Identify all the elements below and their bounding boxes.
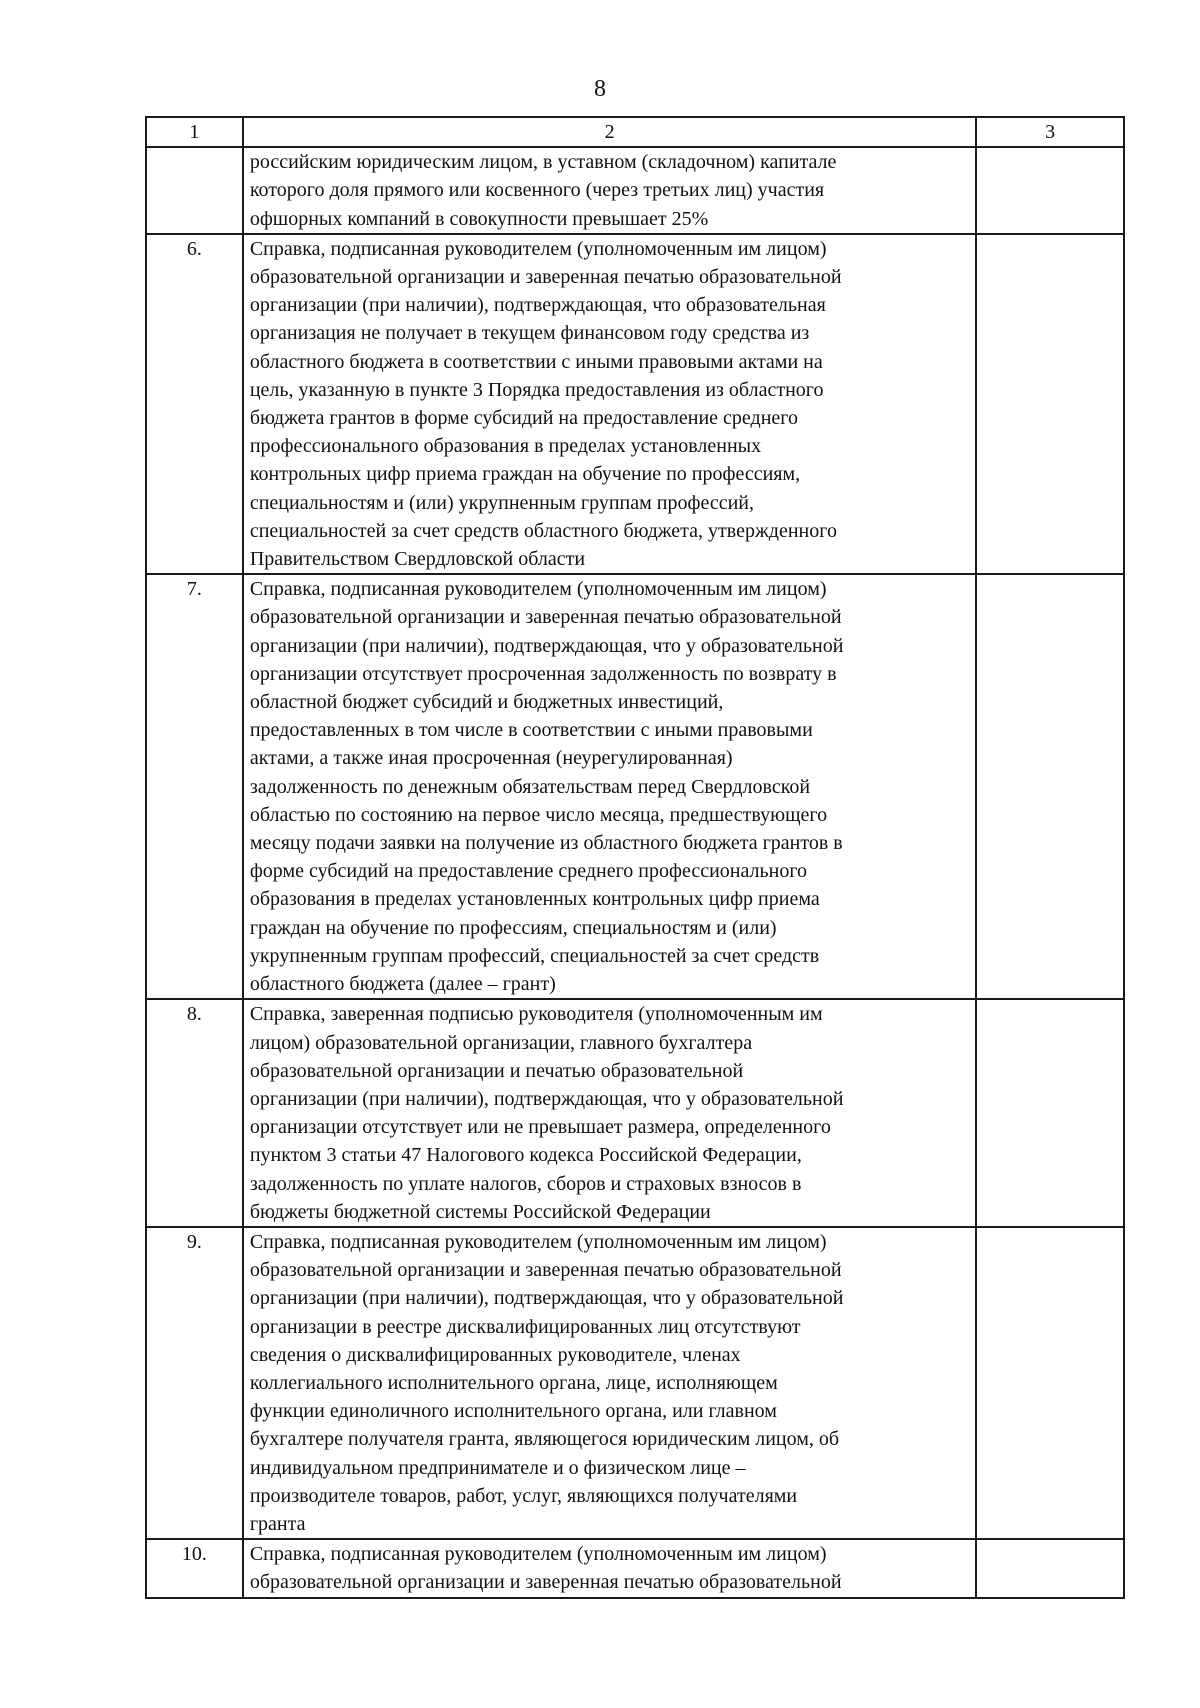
table-header-row: [146, 117, 1124, 147]
row-text: Справка, подписанная руководителем (уполномоченным им лицом) образовательной организации и заверенная печатью образовательной организации (при наличии), подтверждающая, что у образовательной организации отсутствует просроченная задолженность по возврату в областной бюджет субсидий и бюджетных инвестиций, предоставленных в том числе в соответствии с иными правовыми актами, а также иная просроченная (неурегулированная) задолженность по денежным обязательствам перед Свердловской областью по состоянию на первое число месяца, предшествующего месяцу подачи заявки на получение из областного бюджета грантов в форме субсидий на предоставление среднего профессионального образования в пределах установленных контрольных цифр приема граждан на обучение по профессиям, специальностям и (или) укрупненным группам профессий, специальностей за счет средств областного бюджета (далее – грант): [243, 574, 977, 999]
page-number: 8: [594, 76, 606, 102]
documents-table: [145, 116, 1125, 1599]
row-number: 10.: [146, 1539, 243, 1597]
row-note: [976, 574, 1124, 999]
row-number: [146, 147, 243, 234]
row-note: [976, 1539, 1124, 1597]
row-text: Справка, подписанная руководителем (уполномоченным им лицом) образовательной организации и заверенная печатью образовательной: [243, 1539, 977, 1597]
row-text: Справка, подписанная руководителем (уполномоченным им лицом) образовательной организации и заверенная печатью образовательной организации (при наличии), подтверждающая, что образовательная организация не получает в текущем финансовом году средства из областного бюджета в соответствии с иными правовыми актами на цель, указанную в пункте 3 Порядка предоставления из областного бюджета грантов в форме субсидий на предоставление среднего профессионального образования в пределах установленных контрольных цифр приема граждан на обучение по профессиям, специальностям и (или) укрупненным группам профессий, специальностей за счет средств областного бюджета, утвержденного Правительством Свердловской области: [243, 234, 977, 574]
table-row: [146, 574, 1124, 999]
row-text: российским юридическим лицом, в уставном (складочном) капитале которого доля прямого или косвенного (через третьих лиц) участия офшорных компаний в совокупности превышает 25%: [243, 147, 977, 234]
row-number: 8.: [146, 999, 243, 1227]
row-text: Справка, подписанная руководителем (уполномоченным им лицом) образовательной организации и заверенная печатью образовательной организации (при наличии), подтверждающая, что у образовательной организации в реестре дисквалифицированных лиц отсутствуют сведения о дисквалифицированных руководителе, членах коллегиального исполнительного органа, лице, исполняющем функции единоличного исполнительного органа, или главном бухгалтере получателя гранта, являющегося юридическим лицом, об индивидуальном предпринимателе и о физическом лице – производителе товаров, работ, услуг, являющихся получателями гранта: [243, 1227, 977, 1539]
column-header-1: 1: [146, 117, 243, 147]
column-header-3: 3: [976, 117, 1124, 147]
row-note: [976, 1227, 1124, 1539]
row-note: [976, 234, 1124, 574]
row-note: [976, 999, 1124, 1227]
table-row: [146, 234, 1124, 574]
row-text: Справка, заверенная подписью руководителя (уполномоченным им лицом) образовательной организации, главного бухгалтера образовательной организации и печатью образовательной организации (при наличии), подтверждающая, что у образовательной организации отсутствует или не превышает размера, определенного пунктом 3 статьи 47 Налогового кодекса Российской Федерации, задолженность по уплате налогов, сборов и страховых взносов в бюджеты бюджетной системы Российской Федерации: [243, 999, 977, 1227]
table-row: [146, 1227, 1124, 1539]
column-header-2: 2: [243, 117, 977, 147]
table-row: [146, 999, 1124, 1227]
row-number: 7.: [146, 574, 243, 999]
table-row: [146, 147, 1124, 234]
row-number: 6.: [146, 234, 243, 574]
row-number: 9.: [146, 1227, 243, 1539]
row-note: [976, 147, 1124, 234]
table-row: [146, 1539, 1124, 1597]
